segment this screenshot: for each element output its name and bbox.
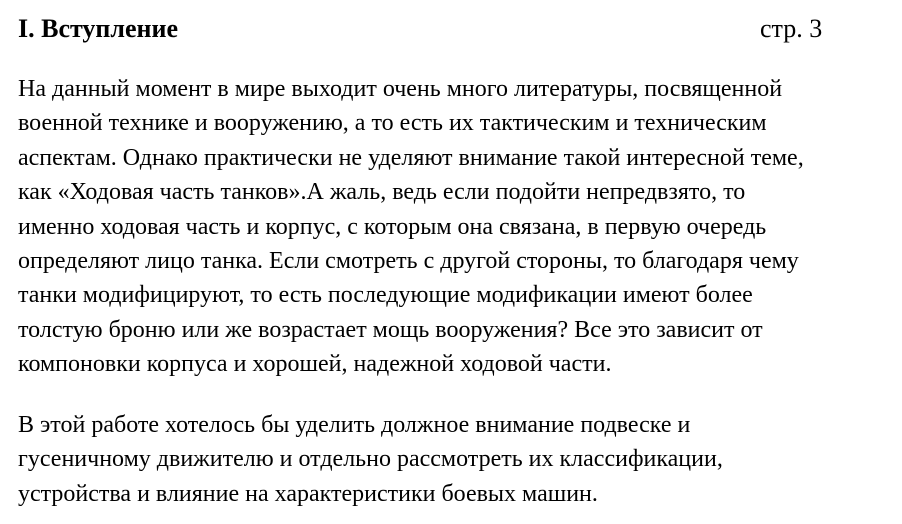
- text-line: определяют лицо танка. Если смотреть с другой стороны, то благодаря чему: [18, 248, 799, 275]
- text-line: танки модифицируют, то есть последующие модификации имеют более: [18, 282, 753, 309]
- text-line: аспектам. Однако практически не уделяют внимание такой интересной теме,: [18, 144, 804, 171]
- text-line: На данный момент в мире выходит очень много литературы, посвященной: [18, 76, 783, 102]
- text-line: гусеничному движителю и отдельно рассмотреть их классификации,: [18, 446, 723, 473]
- page-header: [18, 11, 838, 47]
- page-number: стр. 3: [760, 14, 823, 43]
- text-line: военной технике и вооружению, а то есть их тактическим и техническим: [18, 110, 767, 137]
- text-line: как «Ходовая часть танков».А жаль, ведь если подойти непредвзято, то: [18, 179, 746, 206]
- text-line: устройства и влияние на характеристики боевых машин.: [18, 480, 598, 507]
- text-line: компоновки корпуса и хорошей, надежной ходовой части.: [18, 351, 612, 378]
- text-line: толстую броню или же возрастает мощь вооружения? Все это зависит от: [18, 316, 763, 343]
- paragraph-goal: [18, 408, 898, 511]
- paragraph-intro: [18, 72, 898, 382]
- section-heading: I. Вступление: [18, 14, 179, 43]
- text-line: именно ходовая часть и корпус, с которым она связана, в первую очередь: [18, 213, 767, 240]
- text-line: В этой работе хотелось бы уделить должное внимание подвеске и: [18, 412, 691, 438]
